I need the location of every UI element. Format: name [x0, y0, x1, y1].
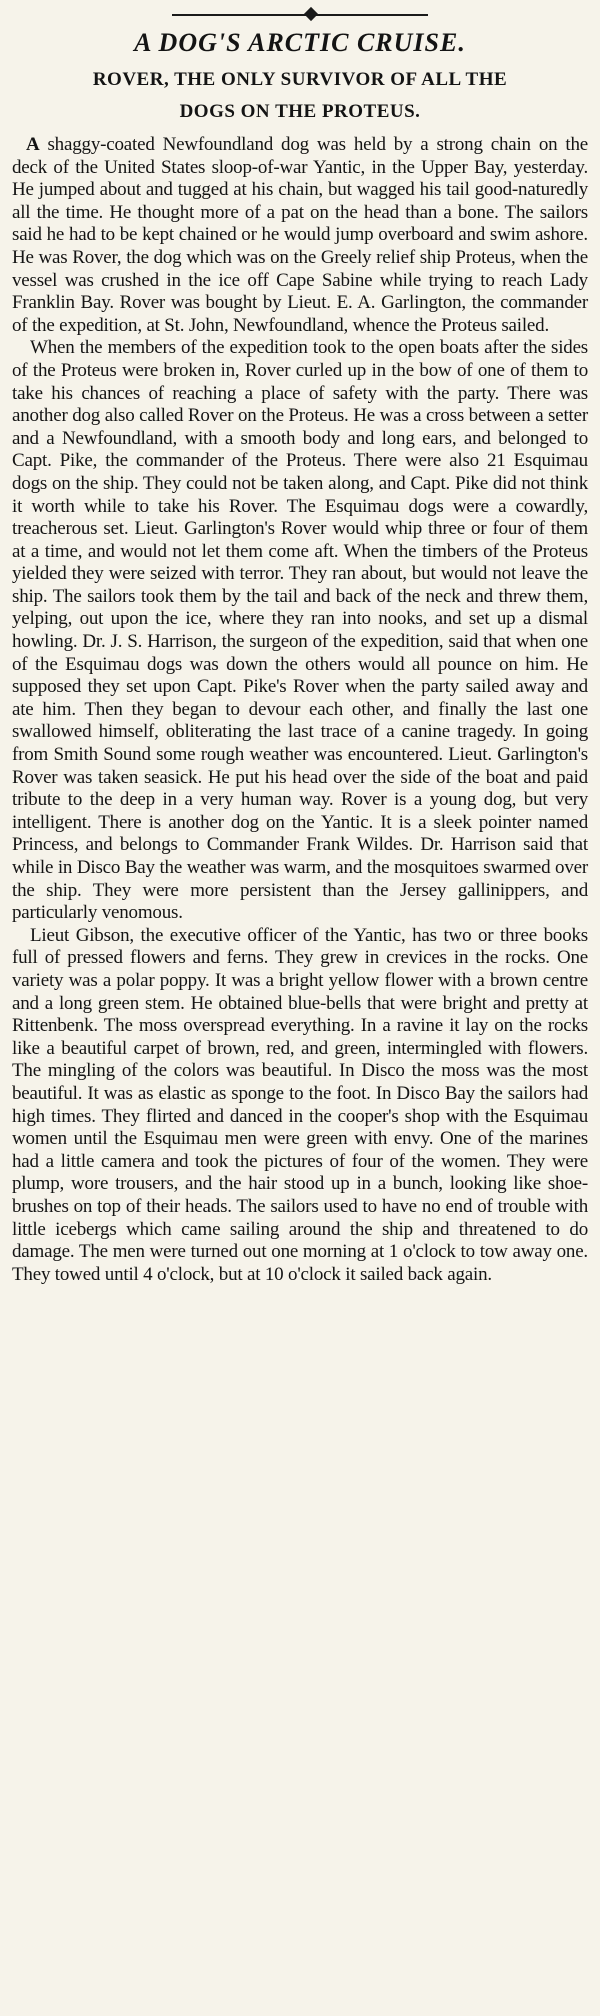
deck-line-1: ROVER, THE ONLY SURVIVOR OF ALL THE — [92, 69, 508, 90]
article-paragraph-2: When the members of the expedition took to the open boats after the sides of the Proteus were broken in, Rover curled up in the bow of one of them to take his chances of reaching a place of safety with the party. There was another dog also called Rover on the Proteus. He was a cross between a setter and a Newfoundland, with a smooth body and long ears, and belonged to Capt. Pike, the commander of the Proteus. There were also 21 Esquimau dogs on the ship. They could not be taken along, and Capt. Pike did not think it worth while to take his Rover. The Esquimau dogs were a cowardly, treacherous set. Lieut. Garlington's Rover would whip three or four of them at a time, and would not let them come aft. When the timbers of the Proteus yielded they were seized with terror. They ran about, but would not leave the ship. The sailors took them by the tail and back of the neck and threw them, yelping, out upon the ice, where they ran into nooks, and set up a dismal howling. Dr. J. S. Harrison, the surgeon of the expedition, said that when one of the Esquimau dogs was down the others would all pounce on him. He supposed they set upon Capt. Pike's Rover when the party sailed away and ate him. Then they began to devour each other, and finally the last one swallowed himself, obliterating the last trace of a canine tragedy. In going from Smith Sound some rough weather was encountered. Lieut. Garlington's Rover was taken seasick. He put his head over the side of the boat and paid tribute to the deep in a very human way. Rover is a young dog, but very intelligent. There is another dog on the Yantic. It is a sleek pointer named Princess, and belongs to Commander Frank Wildes. Dr. Harrison said that while in Disco Bay the weather was warm, and the mosquitoes swarmed over the ship. They were more persistent than the Jersey gallinippers, and particularly venomous. — [12, 337, 588, 924]
article-paragraph-3: Lieut Gibson, the executive officer of the Yantic, has two or three books full of pressed flowers and ferns. They grew in crevices in the rocks. One variety was a polar poppy. It was a bright yellow flower with a brown centre and a long green stem. He obtained blue-bells that were bright and pretty at Rittenbenk. The moss overspread everything. In a ravine it lay on the rocks like a beautiful carpet of brown, red, and green, intermingled with flowers. The mingling of the colors was beautiful. In Disco the moss was the most beautiful. It was as elastic as sponge to the foot. In Disco Bay the sailors had high times. They flirted and danced in the cooper's shop with the Esquimau women until the Esquimau men were green with envy. One of the marines had a little camera and took the pictures of four of the women. They were plump, wore trousers, and the hair stood up in a bunch, looking like shoe-brushes on top of their heads. The sailors used to have no end of trouble with little icebergs which came sailing around the ship and threatened to do damage. The men were turned out one morning at 1 o'clock to tow away one. They towed until 4 o'clock, but at 10 o'clock it sailed back again. — [12, 924, 588, 1285]
diamond-ornament-icon — [304, 7, 318, 21]
top-rule-line — [172, 14, 428, 16]
article-paragraph-1: A shaggy-coated Newfoundland dog was held by a strong chain on the deck of the United States sloop-of-war Yantic, in the Upper Bay, yesterday. He jumped about and tugged at his chain, but wagged his tail good-naturedly all the time. He thought more of a pat on the head than a bone. The sailors said he had to be kept chained or he would jump overboard and swim ashore. He was Rover, the dog which was on the Greely relief ship Proteus, when the vessel was crushed in the ice off Cape Sabine while trying to reach Lady Franklin Bay. Rover was bought by Lieut. E. A. Garlington, the commander of the expedition, at St. John, Newfoundland, whence the Proteus sailed. — [12, 134, 588, 336]
article-headline: A DOG'S ARCTIC CRUISE. — [134, 28, 466, 57]
top-rule-ornament — [12, 6, 588, 24]
deck-line-2: DOGS ON THE PROTEUS. — [179, 101, 421, 122]
article-body — [12, 134, 588, 1286]
article-deck — [12, 64, 588, 128]
